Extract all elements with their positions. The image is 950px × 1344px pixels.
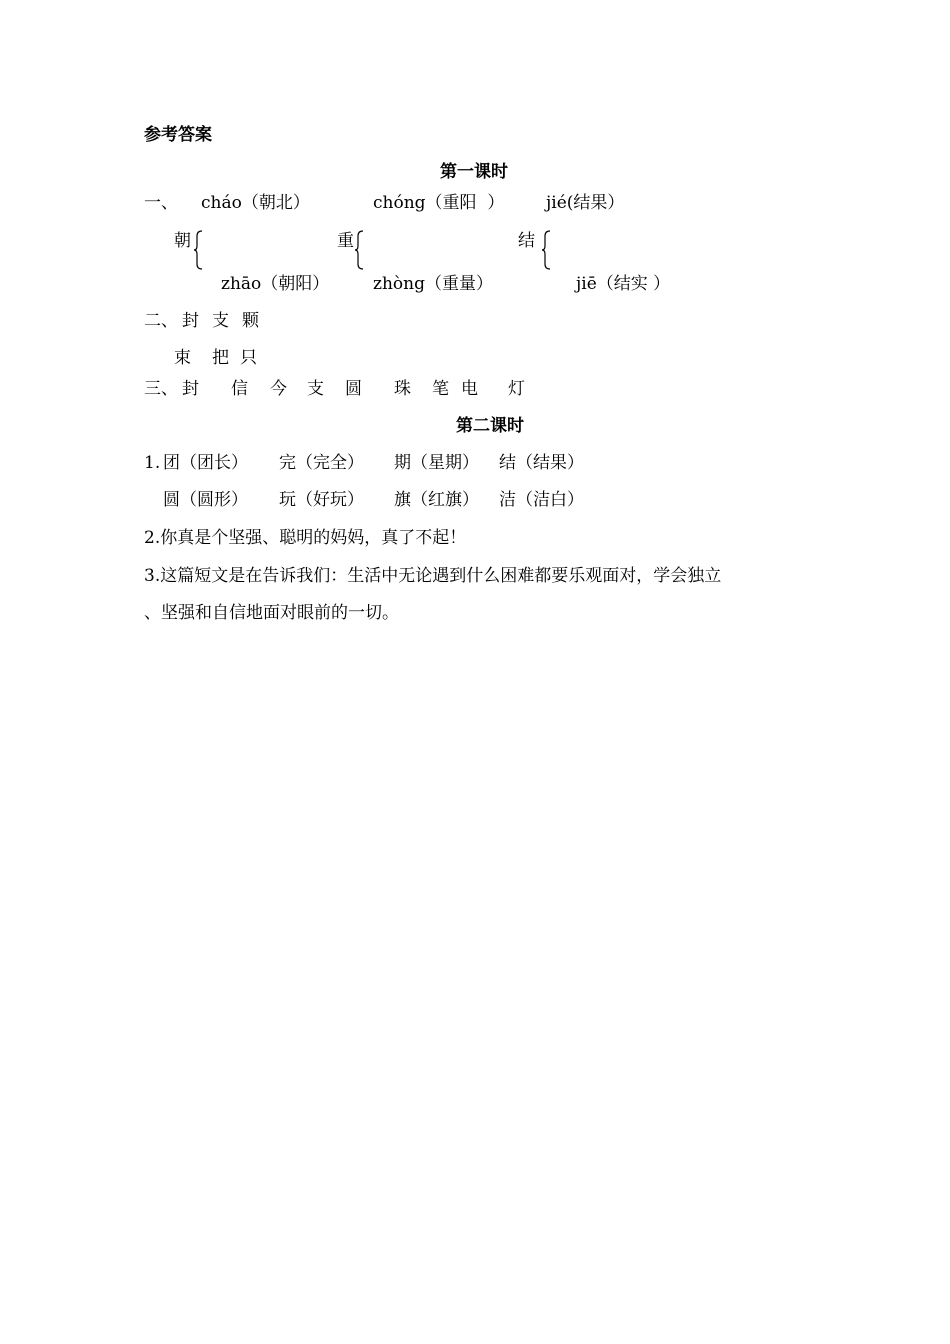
pinyin-chao: cháo（朝北）	[201, 193, 310, 213]
pinyin-zhong: zhòng（重量）	[373, 274, 493, 294]
l2-word: 旗（红旗）	[394, 490, 479, 510]
pinyin-zhao: zhāo（朝阳）	[221, 274, 330, 294]
pinyin-chong: chóng（重阳 ）	[373, 193, 505, 213]
char-zhong: 重	[337, 231, 354, 251]
l2-q2: 2.你真是个坚强、聪明的妈妈，真了不起！	[144, 528, 467, 548]
l2-word: 洁（洁白）	[499, 490, 584, 510]
char-zhao: 朝	[174, 231, 191, 251]
brace-icon	[541, 230, 551, 270]
q3-word: 电	[461, 379, 478, 399]
brace-icon	[354, 230, 364, 270]
q2-word: 支	[212, 311, 229, 331]
l2-word: 完（完全）	[279, 453, 364, 473]
answer-header: 参考答案	[144, 125, 212, 145]
l2-word: 圆（圆形）	[163, 490, 248, 510]
char-jie: 结	[518, 231, 535, 251]
pinyin-jie2: jiē（结实 ）	[576, 274, 671, 294]
q2-label: 二、	[144, 311, 178, 331]
l2-word: 团（团长）	[163, 453, 248, 473]
lesson1-title: 第一课时	[440, 162, 508, 182]
l2-q3-line1: 3.这篇短文是在告诉我们：生活中无论遇到什么困难都要乐观面对，学会独立	[144, 566, 722, 586]
q2-word: 只	[240, 348, 257, 368]
l2-word: 期（星期）	[394, 453, 479, 473]
q3-word: 封	[182, 379, 199, 399]
q2-word: 束	[174, 348, 191, 368]
q3-word: 笔	[432, 379, 449, 399]
q2-word: 把	[212, 348, 229, 368]
l2-word: 结（结果）	[499, 453, 584, 473]
l2-q3-line2: 、坚强和自信地面对眼前的一切。	[144, 603, 399, 623]
lesson2-title: 第二课时	[456, 416, 524, 436]
q1-label: 一、	[144, 193, 178, 213]
l2-q1-label: 1.	[144, 453, 161, 473]
q3-word: 珠	[394, 379, 411, 399]
brace-icon	[193, 230, 203, 270]
q3-label: 三、	[144, 379, 178, 399]
q3-word: 信	[231, 379, 248, 399]
l2-word: 玩（好玩）	[279, 490, 364, 510]
q2-word: 封	[182, 311, 199, 331]
pinyin-jie: jié(结果）	[546, 193, 625, 213]
q3-word: 圆	[345, 379, 362, 399]
q3-word: 支	[307, 379, 324, 399]
q3-word: 灯	[508, 379, 525, 399]
q3-word: 今	[270, 379, 287, 399]
q2-word: 颗	[242, 311, 259, 331]
